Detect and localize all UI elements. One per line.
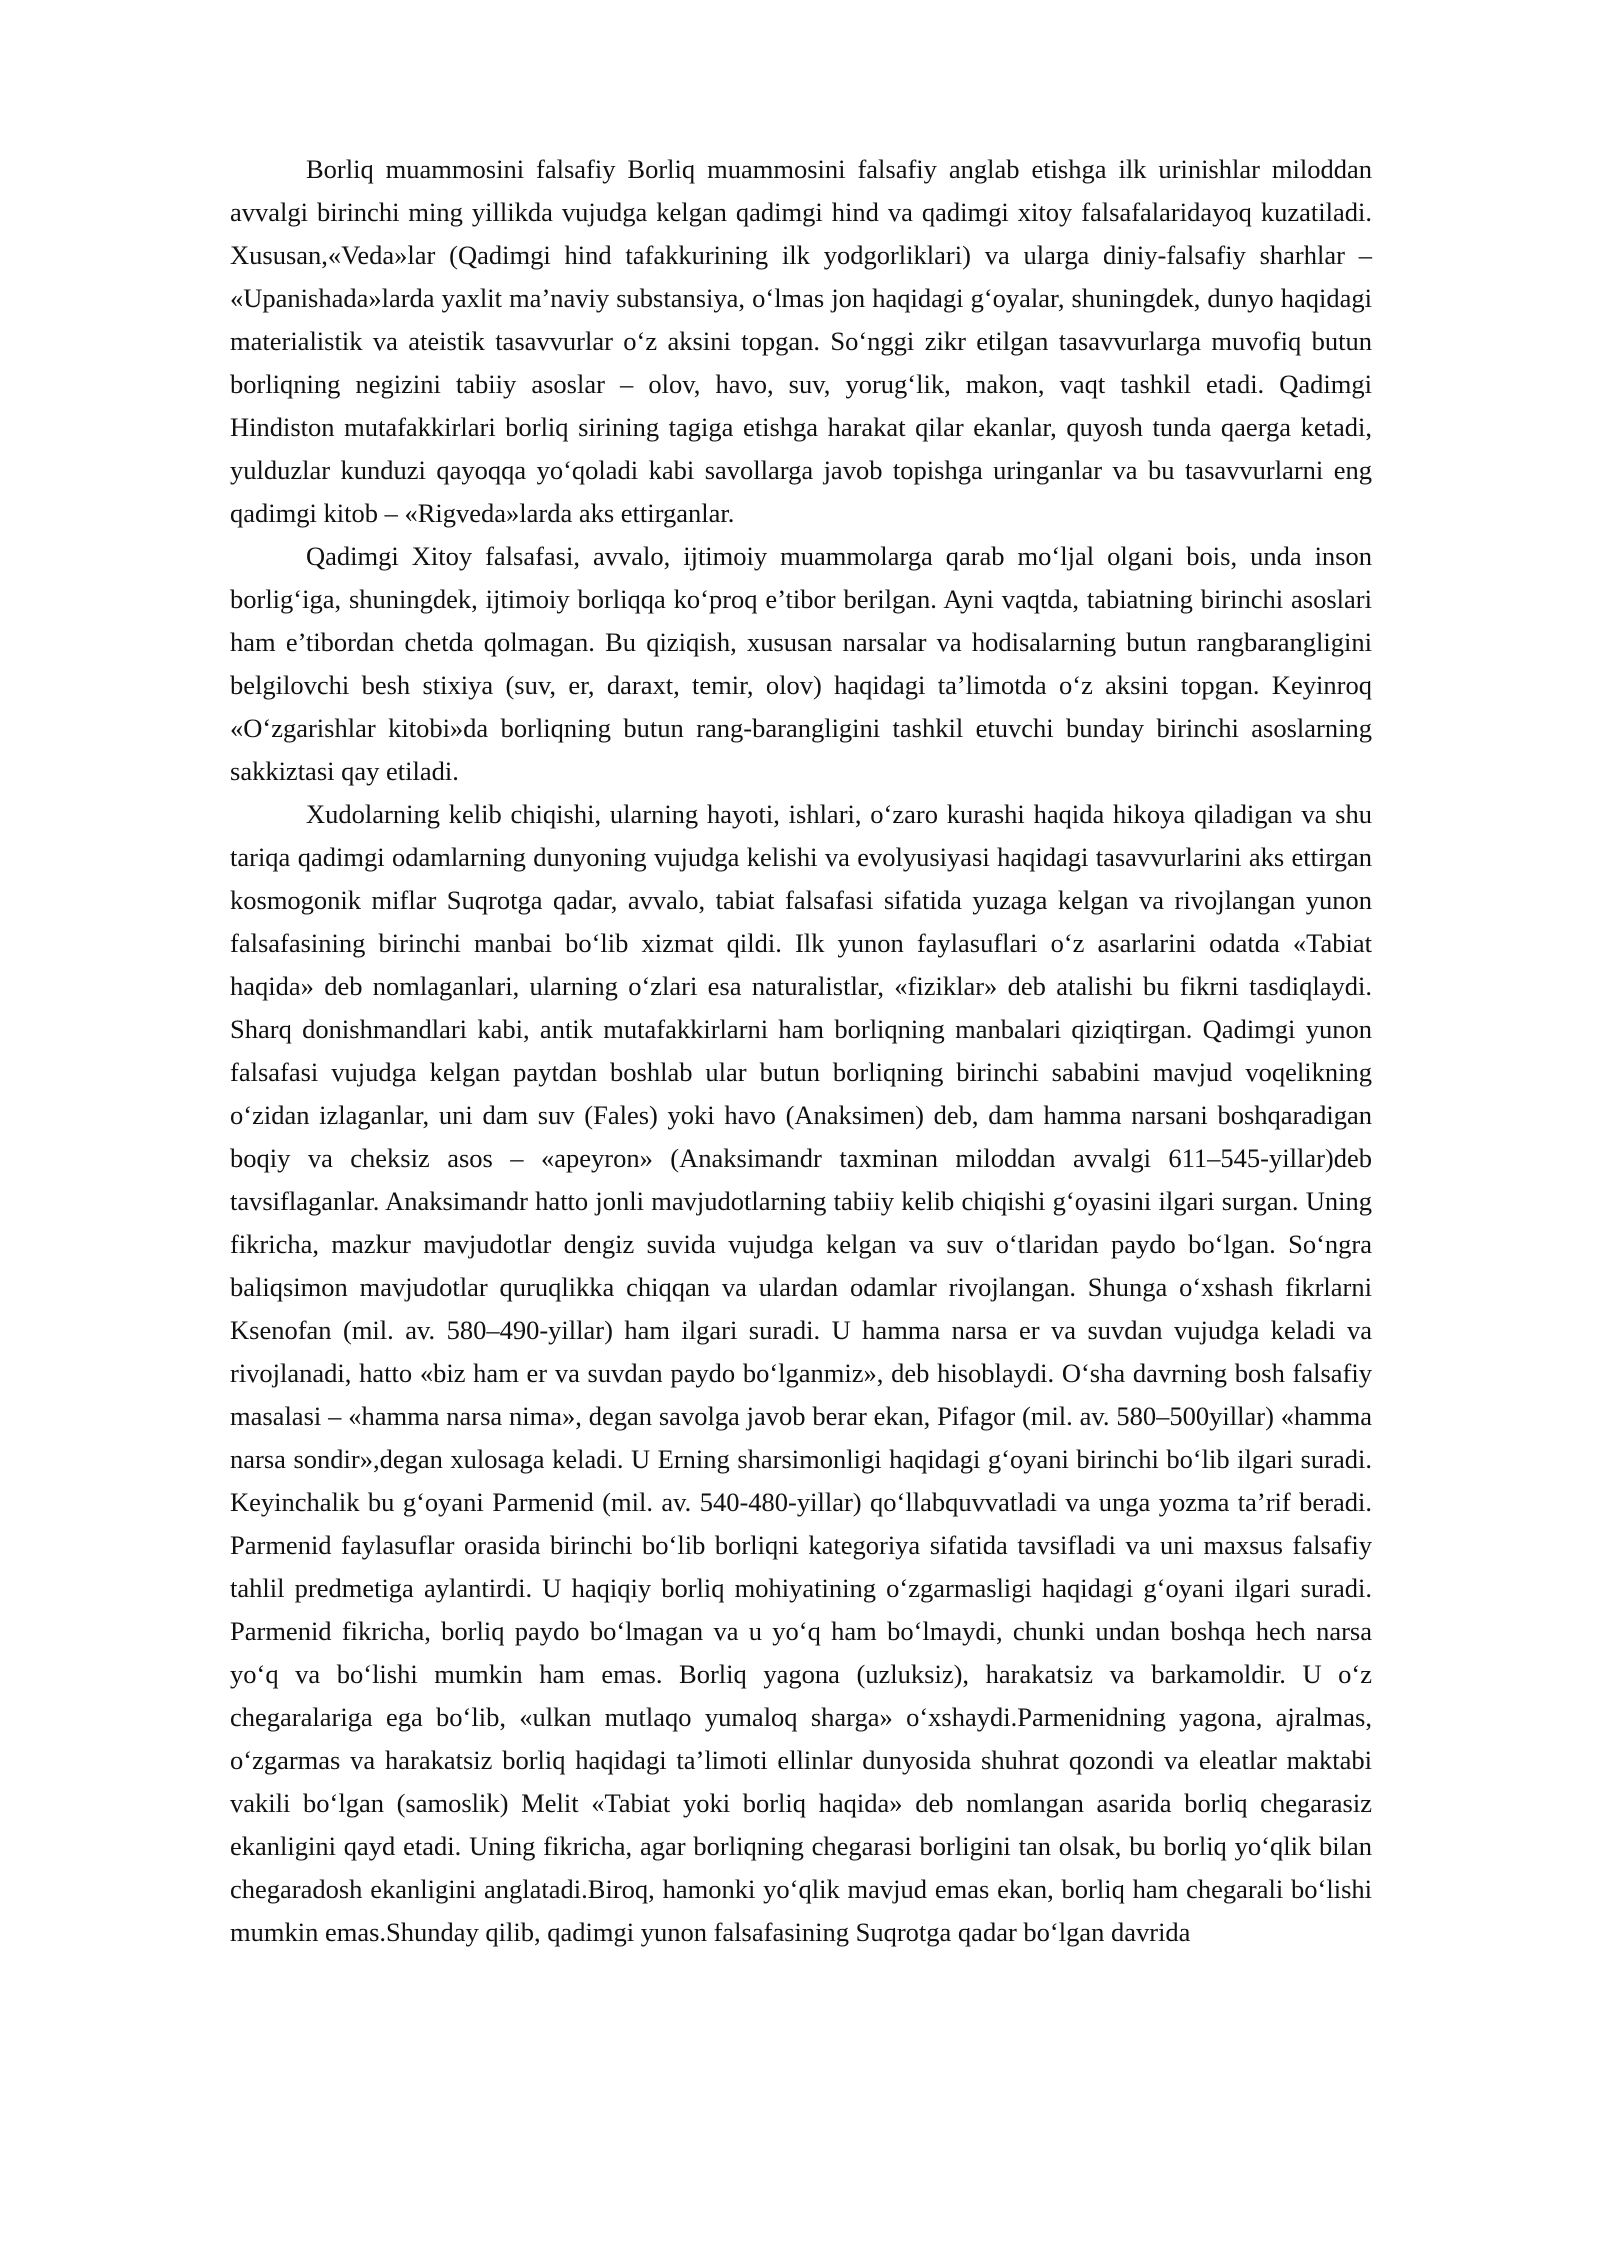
- paragraph-xitoy-falsafasi: Qadimgi Xitoy falsafasi, avvalo, ijtimoiy muammolarga qarab mo‘ljal olgani bois, unda inson borlig‘iga, shuningdek, ijtimoiy borliqqa ko‘proq e’tibor berilgan. Ayni vaqtda, tabiatning birinchi asoslari ham e’tibordan chetda qolmagan. Bu qiziqish, xususan narsalar va hodisalarning butun rangbarangligini belgilovchi besh stixiya (suv, er, daraxt, temir, olov) haqidagi ta’limotda o‘z aksini topgan. Keyinroq «O‘zgarishlar kitobi»da borliqning butun rang-barangligini tashkil etuvchi bunday birinchi asoslarning sakkiztasi qay etiladi.: [230, 541, 1372, 786]
- paragraph-yunon-falsafasi: Xudolarning kelib chiqishi, ularning hayoti, ishlari, o‘zaro kurashi haqida hikoya qiladigan va shu tariqa qadimgi odamlarning dunyoning vujudga kelishi va evolyusiyasi haqidagi tasavvurlarini aks ettirgan kosmogonik miflar Suqrotga qadar, avvalo, tabiat falsafasi sifatida yuzaga kelgan va rivojlangan yunon falsafasining birinchi manbai bo‘lib xizmat qildi. Ilk yunon faylasuflari o‘z asarlarini odatda «Tabiat haqida» deb nomlaganlari, ularning o‘zlari esa naturalistlar, «fiziklar» deb atalishi bu fikrni tasdiqlaydi. Sharq donishmandlari kabi, antik mutafakkirlarni ham borliqning manbalari qiziqtirgan. Qadimgi yunon falsafasi vujudga kelgan paytdan boshlab ular butun borliqning birinchi sababini mavjud voqelikning o‘zidan izlaganlar, uni dam suv (Fales) yoki havo (Anaksimen) deb, dam hamma narsani boshqaradigan boqiy va cheksiz asos – «apeyron» (Anaksimandr taxminan miloddan avvalgi 611–545-yillar)deb tavsiflaganlar. Anaksimandr hatto jonli mavjudotlarning tabiiy kelib chiqishi g‘oyasini ilgari surgan. Uning fikricha, mazkur mavjudotlar dengiz suvida vujudga kelgan va suv o‘tlaridan paydo bo‘lgan. So‘ngra baliqsimon mavjudotlar quruqlikka chiqqan va ulardan odamlar rivojlangan. Shunga o‘xshash fikrlarni Ksenofan (mil. av. 580–490-yillar) ham ilgari suradi. U hamma narsa er va suvdan vujudga keladi va rivojlanadi, hatto «biz ham er va suvdan paydo bo‘lganmiz», deb hisoblaydi. O‘sha davrning bosh falsafiy masalasi – «hamma narsa nima», degan savolga javob berar ekan, Pifagor (mil. av. 580–500yillar) «hamma narsa sondir»,degan xulosaga keladi. U Erning sharsimonligi haqidagi g‘oyani birinchi bo‘lib ilgari suradi. Keyinchalik bu g‘oyani Parmenid (mil. av. 540-480-yillar) qo‘llabquvvatladi va unga yozma ta’rif beradi. Parmenid faylasuflar orasida birinchi bo‘lib borliqni kategoriya sifatida tavsifladi va uni maxsus falsafiy tahlil predmetiga aylantirdi. U haqiqiy borliq mohiyatining o‘zgarmasligi haqidagi g‘oyani ilgari suradi. Parmenid fikricha, borliq paydo bo‘lmagan va u yo‘q ham bo‘lmaydi, chunki undan boshqa hech narsa yo‘q va bo‘lishi mumkin ham emas. Borliq yagona (uzluksiz), harakatsiz va barkamoldir. U o‘z chegaralariga ega bo‘lib, «ulkan mutlaqo yumaloq sharga» o‘xshaydi.Parmenidning yagona, ajralmas, o‘zgarmas va harakatsiz borliq haqidagi ta’limoti ellinlar dunyosida shuhrat qozondi va eleatlar maktabi vakili bo‘lgan (samoslik) Melit «Tabiat yoki borliq haqida» deb nomlangan asarida borliq chegarasiz ekanligini qayd etadi. Uning fikricha, agar borliqning chegarasi borligini tan olsak, bu borliq yo‘qlik bilan chegaradosh ekanligini anglatadi.Biroq, hamonki yo‘qlik mavjud emas ekan, borliq ham chegarali bo‘lishi mumkin emas.Shunday qilib, qadimgi yunon falsafasining Suqrotga qadar bo‘lgan davrida: [230, 799, 1372, 1947]
- paragraph-borliq-hind-xitoy: Borliq muammosini falsafiy Borliq muammosini falsafiy anglab etishga ilk urinishlar miloddan avvalgi birinchi ming yillikda vujudga kelgan qadimgi hind va qadimgi xitoy falsafalaridayoq kuzatiladi. Xususan,«Veda»lar (Qadimgi hind tafakkurining ilk yodgorliklari) va ularga diniy-falsafiy sharhlar – «Upanishada»larda yaxlit ma’naviy substansiya, o‘lmas jon haqidagi g‘oyalar, shuningdek, dunyo haqidagi materialistik va ateistik tasavvurlar o‘z aksini topgan. So‘nggi zikr etilgan tasavvurlarga muvofiq butun borliqning negizini tabiiy asoslar – olov, havo, suv, yorug‘lik, makon, vaqt tashkil etadi. Qadimgi Hindiston mutafakkirlari borliq sirining tagiga etishga harakat qilar ekanlar, quyosh tunda qaerga ketadi, yulduzlar kunduzi qayoqqa yo‘qoladi kabi savollarga javob topishga uringanlar va bu tasavvurlarni eng qadimgi kitob – «Rigveda»larda aks ettirganlar.: [230, 154, 1372, 528]
- document-page: [230, 148, 1372, 1954]
